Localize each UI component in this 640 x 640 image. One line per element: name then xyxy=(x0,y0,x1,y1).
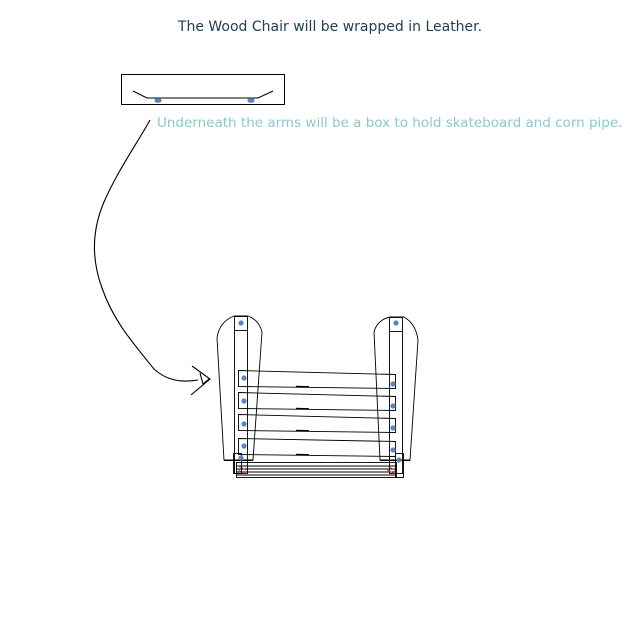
wood-chair xyxy=(217,316,418,478)
screw xyxy=(390,447,395,452)
screw xyxy=(390,425,395,430)
back-slat-2 xyxy=(239,393,396,411)
pointer-arrow-curve xyxy=(94,120,198,381)
screw xyxy=(241,398,246,403)
storage-box-detail xyxy=(122,75,285,105)
screw xyxy=(241,375,246,380)
screw xyxy=(396,457,401,462)
chair-title: The Wood Chair will be wrapped in Leather. xyxy=(177,19,483,35)
back-slat-4 xyxy=(239,439,396,457)
screw xyxy=(390,403,395,408)
storage-box-screw-right xyxy=(247,98,254,103)
storage-box-tray xyxy=(133,91,273,98)
storage-box-note: Underneath the arms will be a box to hold skateboard and corn pipe. xyxy=(157,115,623,131)
screw xyxy=(241,421,246,426)
left-arm-post xyxy=(235,317,248,474)
screw xyxy=(390,381,395,386)
screw xyxy=(238,455,243,460)
seat-rail-accents xyxy=(238,466,395,474)
slat-center-marks xyxy=(296,387,309,455)
screw xyxy=(393,320,398,325)
storage-box-outline xyxy=(122,75,285,105)
pointer-arrow xyxy=(94,120,210,395)
screw xyxy=(238,320,243,325)
back-slat-1 xyxy=(239,371,396,389)
storage-box-screw-left xyxy=(154,98,161,103)
screw xyxy=(241,443,246,448)
back-slat-3 xyxy=(239,415,396,433)
